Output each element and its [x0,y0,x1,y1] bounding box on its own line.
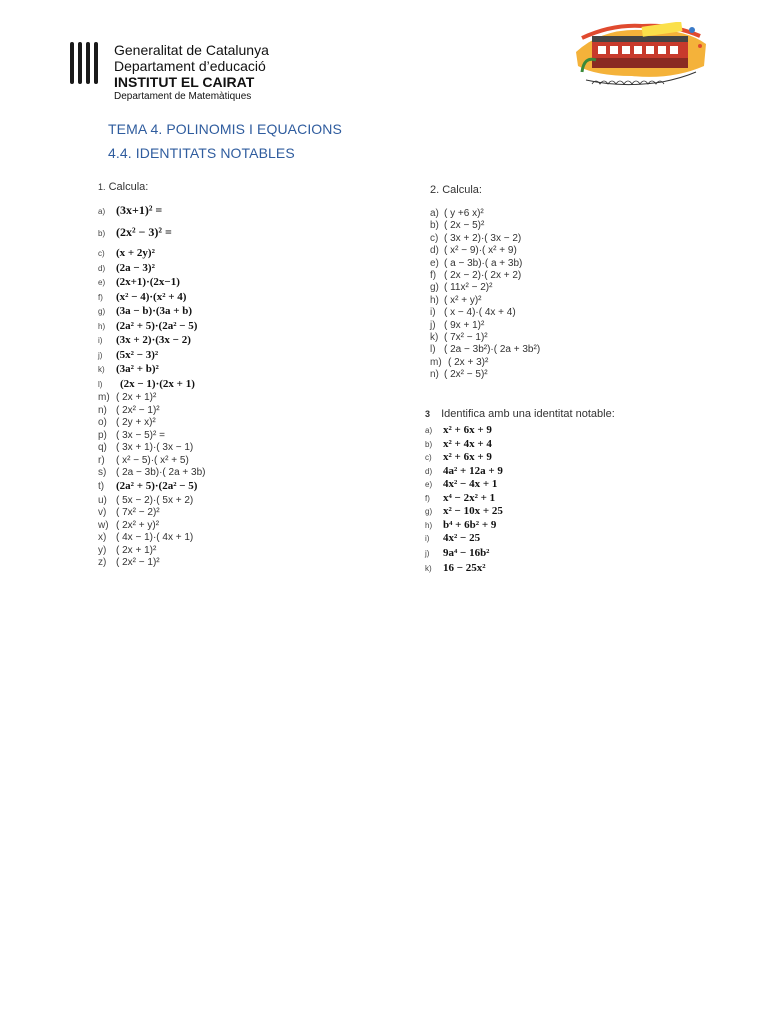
item-expression: ( 2x + 1)² [116,392,157,403]
list-item [98,320,206,335]
list-item [98,507,206,520]
item-expression: ( 2x² − 5)² [444,369,488,381]
item-label: e) [425,480,433,489]
list-item [425,492,615,506]
list-item [98,557,206,570]
list-item [430,357,540,369]
list-item [98,225,206,247]
list-item [425,451,615,465]
list-item [425,547,615,562]
item-expression: ( 2x² − 1)² [116,557,160,568]
list-item [98,520,206,533]
exercise-3-heading: Identifica amb una identitat notable: [441,408,615,420]
item-label: i) [425,534,430,543]
item-label: l) [430,344,436,356]
item-expression: ( 2x − 2)·( 2x + 2) [444,269,522,281]
item-label: d) [430,245,439,257]
item-label: x) [98,532,107,543]
list-item [98,305,206,320]
item-label: e) [98,278,106,287]
list-item [430,258,540,270]
item-expression: ( 9x + 1)² [444,319,485,331]
item-expression: x² + 4x + 4 [443,437,492,450]
item-expression: ( 11x² − 2)² [444,282,493,294]
list-item [98,405,206,418]
item-expression: ( x² − 5)·( x² + 5) [116,454,189,466]
school-logo-icon [572,22,710,94]
item-expression: ( x² − 9)·( x² + 9) [444,245,517,257]
item-label: f) [98,292,103,302]
list-item [98,247,206,262]
list-item [425,465,615,479]
item-expression: (5x² − 3)² [116,348,159,361]
item-label: k) [98,365,105,374]
item-label: a) [425,426,433,435]
item-expression: ( 5x − 2)·( 5x + 2) [116,494,194,506]
list-item [98,442,206,455]
item-label: h) [425,520,433,530]
list-item [98,363,206,378]
item-label: o) [98,417,107,428]
item-label: f) [425,493,430,503]
item-label: a) [430,208,439,219]
list-item [98,495,206,508]
exercise-1 [98,181,206,570]
exercise-2 [430,184,540,381]
item-expression: ( 3x + 1)·( 3x − 1) [116,442,194,453]
item-label: u) [98,494,107,506]
item-label: w) [98,519,109,531]
item-label: b) [425,439,433,449]
exercise-3-number: 3 [425,409,431,419]
item-label: c) [98,249,105,258]
page-title: TEMA 4. POLINOMIS I EQUACIONS [108,121,342,137]
item-label: l) [98,379,103,389]
item-label: c) [425,453,432,462]
list-item [430,245,540,257]
institution-name: INSTITUT EL CAIRAT [114,74,255,90]
item-label: d) [425,466,433,476]
item-label: b) [430,220,439,232]
item-expression: ( a − 3b)·( a + 3b) [444,257,523,269]
exercise-3-title [425,408,615,420]
list-item [98,262,206,277]
item-expression: b⁴ + 6b² + 9 [443,518,497,531]
item-label: e) [430,257,439,269]
item-expression: ( 2x² + y)² [116,519,160,531]
exercise-3 [425,408,615,576]
list-item [98,480,206,495]
generalitat-logo-icon [68,42,104,86]
item-expression: ( 2a − 3b)·( 2a + 3b) [116,467,206,478]
item-label: j) [98,350,103,360]
item-expression: ( 2y + x)² [116,417,156,428]
list-item [425,519,615,533]
item-expression: (3x + 2)·(3x − 2) [116,334,191,346]
item-expression: (2x² − 3)² = [116,225,172,239]
list-item [425,532,615,547]
item-expression: ( 4x − 1)·( 4x + 1) [116,532,194,543]
item-expression: 9a⁴ − 16b² [443,547,490,559]
item-label: h) [430,294,439,306]
institution-line-1: Generalitat de Catalunya [114,42,269,58]
item-expression: ( y +6 x)² [444,208,484,219]
item-expression: ( 2x − 5)² [444,220,485,232]
item-expression: x² + 6x + 9 [443,451,492,463]
item-label: g) [425,507,433,516]
exercise-1-heading: Calcula: [108,181,149,193]
list-item [98,291,206,306]
item-label: i) [98,336,103,345]
list-item [98,545,206,558]
list-item [98,203,206,225]
item-label: q) [98,442,107,453]
item-expression: 4a² + 12a + 9 [443,464,503,477]
item-expression: (2a² + 5)·(2a² − 5) [116,479,198,492]
item-label: r) [98,454,105,466]
item-label: a) [98,207,106,216]
item-expression: (2a² + 5)·(2a² − 5) [116,319,198,332]
item-label: f) [430,269,437,281]
item-label: j) [430,319,436,331]
item-label: t) [98,480,105,492]
list-item [430,208,540,220]
item-label: z) [98,557,107,568]
item-label: y) [98,544,107,556]
list-item [430,270,540,282]
list-item [430,332,540,344]
item-label: b) [98,229,106,238]
list-item [98,334,206,349]
list-item [430,295,540,307]
exercise-2-heading: 2. Calcula: [430,184,482,196]
item-expression: (2x − 1)·(2x + 1) [120,377,195,390]
item-expression: (3x+1)² = [116,203,163,217]
item-label: g) [98,307,106,316]
item-expression: ( 7x² − 1)² [444,331,488,343]
list-item [425,438,615,452]
item-expression: ( x² + y)² [444,294,482,306]
item-expression: ( 2x + 1)² [116,544,157,556]
list-item [430,307,540,319]
institution-block [114,42,269,104]
item-expression: ( 7x² − 2)² [116,507,160,518]
item-label: s) [98,467,107,478]
list-item [430,369,540,381]
department-name: Departament de Matemàtiques [114,91,252,102]
item-expression: x² − 10x + 25 [443,505,503,517]
item-expression: ( 3x − 5)² = [116,429,165,441]
item-expression: ( 3x + 2)·( 3x − 2) [444,232,522,244]
item-expression: ( 2x + 3)² [448,356,489,368]
item-expression: (2x+1)·(2x−1) [116,276,180,288]
list-item [425,505,615,519]
item-expression: 4x² − 4x + 1 [443,478,498,490]
item-label: c) [430,232,439,244]
list-item [425,562,615,576]
list-item [425,424,615,438]
list-item [430,220,540,232]
item-expression: (3a² + b)² [116,363,159,375]
item-label: j) [425,549,430,558]
institution-line-2: Departament d’educació [114,58,266,74]
list-item [98,349,206,364]
item-label: i) [430,307,436,319]
item-label: n) [98,404,107,416]
exercise-1-title [98,181,206,193]
item-expression: ( x − 4)·( 4x + 4) [444,307,516,319]
item-label: k) [425,564,432,573]
item-label: m) [430,356,442,368]
item-label: v) [98,507,107,518]
item-label: k) [430,331,439,343]
item-expression: 4x² − 25 [443,532,481,544]
item-expression: x² + 6x + 9 [443,424,492,436]
item-expression: (x² − 4)·(x² + 4) [116,290,187,303]
item-label: h) [98,321,106,331]
item-expression: x⁴ − 2x² + 1 [443,491,496,504]
item-expression: ( 2x² − 1)² [116,404,160,416]
item-expression: (3a − b)·(3a + b) [116,305,193,317]
list-item [430,233,540,245]
item-expression: 16 − 25x² [443,562,486,574]
list-item [430,320,540,332]
list-item [98,276,206,291]
list-item [98,467,206,480]
list-item [98,532,206,545]
list-item [98,392,206,405]
item-label: n) [430,369,439,381]
item-expression: (2a − 3)² [116,261,155,274]
list-item [425,478,615,492]
item-expression: ( 2a − 3b²)·( 2a + 3b²) [444,344,541,356]
page-subtitle: 4.4. IDENTITATS NOTABLES [108,145,295,161]
list-item [98,455,206,468]
item-label: p) [98,429,107,441]
item-label: d) [98,263,106,273]
list-item [98,378,206,393]
list-item [98,430,206,443]
list-item [430,344,540,356]
exercise-1-number: 1. [98,182,106,192]
list-item [430,282,540,294]
list-item [98,417,206,430]
item-label: g) [430,282,439,294]
item-expression: (x + 2y)² [116,247,155,259]
item-label: m) [98,392,110,403]
